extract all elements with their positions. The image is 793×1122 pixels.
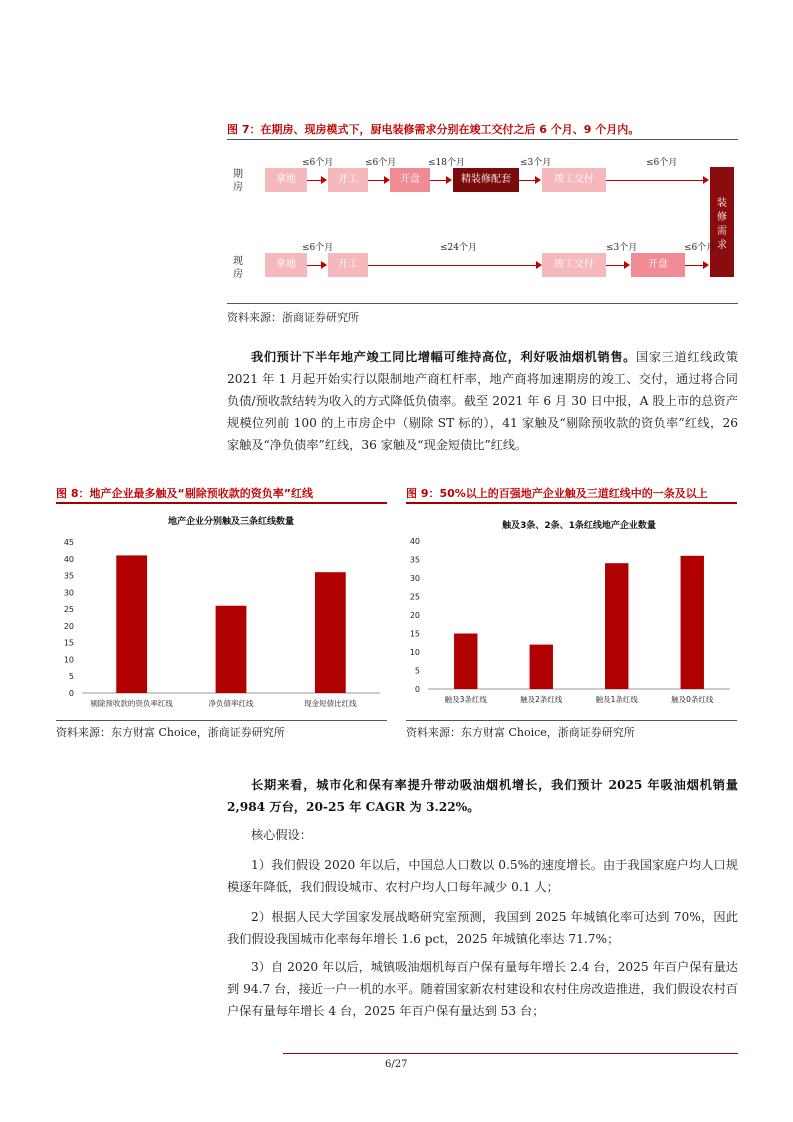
y-tick-label: 5	[68, 672, 74, 682]
row2-arrow-head	[321, 261, 327, 269]
row1-time-label: ≤18个月	[428, 158, 465, 168]
x-tick-label: 触及3条红线	[444, 695, 487, 704]
page-number: 6/27	[385, 1059, 408, 1070]
bar	[454, 634, 477, 690]
row1-time-label: ≤3个月	[520, 158, 552, 168]
row1-time-label: ≤6个月	[365, 158, 397, 168]
y-tick-label: 15	[409, 629, 420, 639]
bar	[605, 563, 628, 689]
row2-arrow	[606, 265, 626, 266]
y-tick-label: 10	[63, 655, 74, 665]
bar	[116, 555, 147, 693]
row2-time-label: ≤6个月	[302, 243, 334, 253]
figure8-title: 图 8：地产企业最多触及“剔除预收款的资负率”红线	[56, 487, 313, 500]
y-tick-label: 35	[409, 555, 420, 565]
y-tick-label: 10	[409, 648, 420, 657]
row2-box-land: 拿地	[265, 253, 307, 277]
bar	[216, 606, 247, 693]
x-tick-label: 剔除预收款的资负率红线	[90, 699, 173, 708]
assumption-item: 1）我们假设 2020 年以后，中国总人口数以 0.5%的速度增长。由于我国家庭户均人口规模逐年降低，我们假设城市、农村户均人口每年减少 0.1 人；	[227, 858, 738, 894]
y-tick-label: 30	[409, 574, 420, 583]
figure7-source: 资料来源：浙商证券研究所	[227, 311, 359, 324]
y-tick-label: 45	[63, 538, 74, 547]
x-tick-label: 触及1条红线	[595, 695, 638, 704]
y-tick-label: 20	[63, 621, 74, 631]
paragraph-1-text: 国家三道红线政策 2021 年 1 月起开始实行以限制地产商杠杆率，地产商将加速期房的竣工、交付，通过将合同负债/预收款结转为收入的方式降低负债率。截至 2021 年 6 月 30 日中报，A 股上市的总资产规模位列前 100 的上市房企中（剔除 ST 标的），41 家触及“剔除预收款的资负率”红线，26 家触及“净负债率”红线，36 家触及“现金短债比”红线。	[227, 350, 739, 452]
y-tick-label: 0	[68, 689, 74, 698]
row1-box-delivery: 竣工交付	[542, 168, 606, 192]
paragraph-1-bold: 我们预计下半年地产竣工同比增幅可维持高位，利好吸油烟机销售。	[251, 350, 636, 364]
row2-time-label: ≤24个月	[440, 243, 477, 253]
y-tick-label: 5	[414, 666, 420, 676]
x-tick-label: 触及2条红线	[520, 695, 563, 704]
figure7-top-rule	[227, 139, 738, 140]
figure8-rule	[56, 502, 387, 504]
row2-time-label: ≤3个月	[606, 243, 638, 253]
row1-box-fitout: 精装修配套	[453, 168, 519, 192]
row2-arrow-head	[703, 261, 709, 269]
assumption-item: 3）自 2020 年以后，城镇吸油烟机每百户保有量每年增长 2.4 台，2025 年百户保有量达到 94.7 台，接近一户一机的水平。随着国家新农村建设和农村住房改造推进，我们假设农村百户保有量每年增长 4 台，2025 年百户保有量达到 53 台；	[227, 960, 738, 1018]
row2-box-delivery: 竣工交付	[542, 253, 606, 277]
row1-label: 期房	[233, 169, 243, 193]
row2-label: 现房	[233, 256, 243, 280]
figure8-chart	[56, 506, 387, 720]
y-tick-label: 25	[63, 605, 74, 615]
chart-title: 触及3条、2条、1条红线地产企业数量	[502, 521, 656, 531]
decoration-demand-box	[710, 167, 734, 277]
bar	[530, 645, 553, 689]
row1-arrow-head	[446, 176, 452, 184]
figure7-title: 图 7：在期房、现房模式下，厨电装修需求分别在竣工交付之后 6 个月、9 个月内。	[227, 123, 640, 136]
figure9-source: 资料来源：东方财富 Choice，浙商证券研究所	[406, 726, 635, 739]
x-tick-label: 触及0条红线	[671, 695, 714, 704]
figure9-bottom-rule	[406, 720, 737, 721]
chart-title: 地产企业分别触及三条红线数量	[167, 517, 295, 527]
figure9-chart	[406, 506, 737, 720]
row2-box-opening: 开盘	[631, 253, 685, 277]
x-tick-label: 现金短债比红线	[304, 699, 357, 708]
y-tick-label: 40	[409, 537, 420, 546]
y-tick-label: 35	[63, 571, 74, 581]
row2-arrow-head	[624, 261, 630, 269]
x-tick-label: 净负债率红线	[208, 699, 254, 708]
row2-box-start: 开工	[328, 253, 368, 277]
y-tick-label: 30	[63, 588, 74, 598]
row2-time-label: ≤6个月	[684, 243, 716, 253]
row1-time-label: ≤6个月	[646, 158, 678, 168]
row1-arrow	[606, 180, 704, 181]
y-tick-label: 15	[63, 638, 74, 648]
row1-time-label: ≤6个月	[302, 158, 334, 168]
assumptions-heading: 核心假设：	[251, 828, 312, 842]
figure8-source: 资料来源：东方财富 Choice，浙商证券研究所	[56, 726, 285, 739]
y-tick-label: 20	[409, 611, 420, 620]
row1-arrow-head	[703, 176, 709, 184]
decoration-demand-text: 装修需求	[717, 198, 727, 251]
footer-rule	[283, 1053, 738, 1054]
row1-box-opening: 开盘	[390, 168, 430, 192]
bar	[315, 572, 346, 693]
figure8-bottom-rule	[56, 720, 387, 721]
paragraph-1	[227, 346, 738, 456]
y-tick-label: 0	[414, 685, 420, 694]
assumption-item: 2）根据人民大学国家发展战略研究室预测，我国到 2025 年城镇化率可达到 70%，因此我们假设我国城市化率每年增长 1.6 pct，2025 年城镇化率达 71.7%；	[227, 910, 738, 946]
row1-arrow-head	[535, 176, 541, 184]
figure9-title: 图 9：50%以上的百强地产企业触及三道红线中的一条及以上	[406, 487, 708, 500]
row2-arrow	[368, 265, 538, 266]
y-tick-label: 40	[63, 554, 74, 564]
y-tick-label: 25	[409, 592, 420, 602]
row1-arrow-head	[321, 176, 327, 184]
figure9-rule	[406, 502, 737, 504]
figure7-bottom-rule	[227, 303, 738, 304]
row2-arrow	[685, 265, 704, 266]
row1-box-start: 开工	[328, 168, 368, 192]
row1-box-land: 拿地	[265, 168, 307, 192]
bar	[681, 556, 704, 689]
paragraph-2-bold: 长期来看，城市化和保有率提升带动吸油烟机增长，我们预计 2025 年吸油烟机销量 2,984 万台，20-25 年 CAGR 为 3.22%。	[227, 778, 738, 814]
paragraph-2	[227, 774, 738, 818]
